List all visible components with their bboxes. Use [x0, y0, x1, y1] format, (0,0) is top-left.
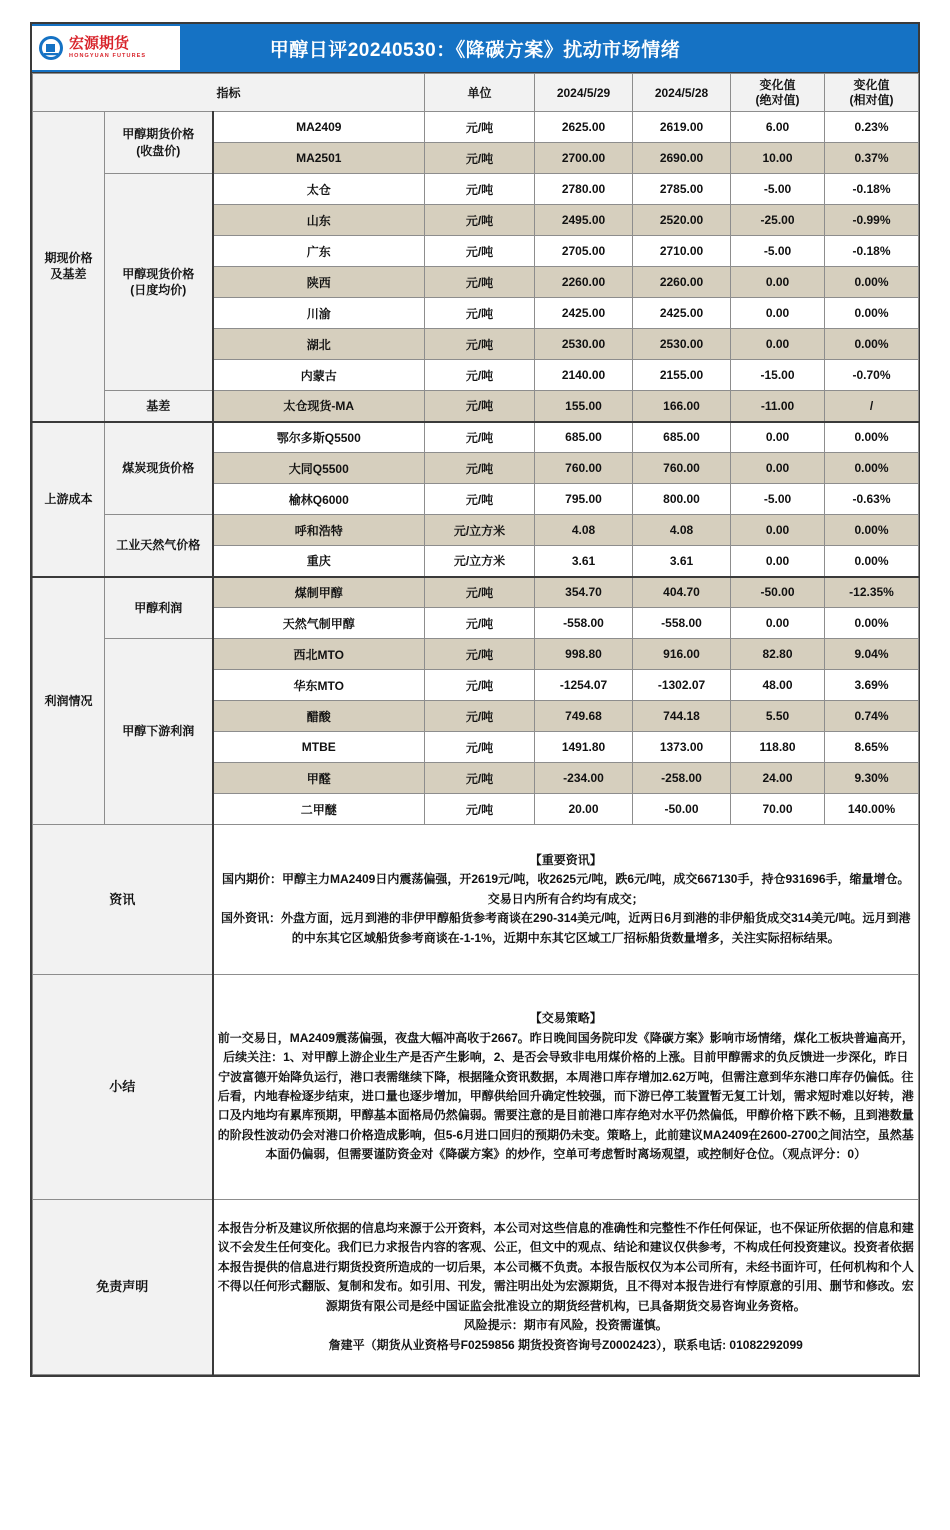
row-value-current: 155.00: [535, 391, 633, 422]
row-unit: 元/吨: [425, 670, 535, 701]
row-value-current: 2140.00: [535, 360, 633, 391]
report-table: [32, 73, 919, 1375]
row-unit: 元/吨: [425, 391, 535, 422]
row-value-previous: 2155.00: [633, 360, 731, 391]
disclaimer-paragraph: 詹建平（期货从业资格号F0259856 期货投资咨询号Z0002423），联系电话: 01082292099: [328, 1337, 803, 1352]
row-change-relative: 3.69%: [825, 670, 919, 701]
row-value-previous: -1302.07: [633, 670, 731, 701]
row-item-name: 川渝: [213, 298, 425, 329]
row-unit: 元/吨: [425, 236, 535, 267]
row-change-relative: 0.00%: [825, 546, 919, 577]
row-change-absolute: -15.00: [731, 360, 825, 391]
summary-label: 小结: [33, 975, 213, 1200]
col-header-date-current: 2024/5/29: [535, 74, 633, 112]
row-change-absolute: 82.80: [731, 639, 825, 670]
row-change-absolute: 6.00: [731, 112, 825, 143]
row-unit: 元/吨: [425, 267, 535, 298]
row-unit: 元/吨: [425, 422, 535, 453]
row-value-previous: 404.70: [633, 577, 731, 608]
news-row: [33, 825, 919, 975]
row-unit: 元/吨: [425, 763, 535, 794]
row-unit: 元/吨: [425, 701, 535, 732]
company-logo: [32, 26, 180, 70]
table-row: [33, 515, 919, 546]
row-value-previous: 2619.00: [633, 112, 731, 143]
row-item-name: 甲醛: [213, 763, 425, 794]
row-unit: 元/吨: [425, 732, 535, 763]
row-item-name: 煤制甲醇: [213, 577, 425, 608]
news-label: 资讯: [33, 825, 213, 975]
row-change-relative: /: [825, 391, 919, 422]
summary-heading: 【交易策略】: [529, 1011, 602, 1026]
row-value-current: 20.00: [535, 794, 633, 825]
row-change-absolute: 48.00: [731, 670, 825, 701]
row-item-name: 重庆: [213, 546, 425, 577]
row-change-absolute: 0.00: [731, 546, 825, 577]
row-value-current: 2530.00: [535, 329, 633, 360]
row-unit: 元/吨: [425, 205, 535, 236]
row-unit: 元/吨: [425, 329, 535, 360]
row-change-absolute: 0.00: [731, 298, 825, 329]
row-change-absolute: -25.00: [731, 205, 825, 236]
row-value-current: 2425.00: [535, 298, 633, 329]
row-value-current: 4.08: [535, 515, 633, 546]
title-bar: [32, 24, 918, 73]
disclaimer-content: [213, 1200, 919, 1375]
table-row: [33, 391, 919, 422]
table-row: [33, 577, 919, 608]
report-sheet: [30, 22, 920, 1377]
row-item-name: 鄂尔多斯Q5500: [213, 422, 425, 453]
row-item-name: 广东: [213, 236, 425, 267]
row-unit: 元/吨: [425, 453, 535, 484]
row-value-previous: 916.00: [633, 639, 731, 670]
row-value-previous: -558.00: [633, 608, 731, 639]
row-item-name: 太仓: [213, 174, 425, 205]
row-change-absolute: -50.00: [731, 577, 825, 608]
disclaimer-paragraph: 风险提示：期市有风险，投资需谨慎。: [463, 1318, 668, 1333]
row-item-name: 呼和浩特: [213, 515, 425, 546]
subgroup-label: 工业天然气价格: [105, 515, 213, 577]
row-change-relative: 140.00%: [825, 794, 919, 825]
row-change-absolute: 0.00: [731, 267, 825, 298]
disclaimer-paragraph: 本报告分析及建议所依据的信息均来源于公开资料，本公司对这些信息的准确性和完整性不作任何保证，也不保证所依据的信息和建议不会发生任何变化。我们已力求报告内容的客观、公正，但文中的观点、结论和建议仅供参考，不构成任何投资建议。投资者依据本报告提供的信息进行期货投资所造成的一切后果，本公司概不负责。本报告版权仅为本公司所有，未经书面许可，任何机构和个人不得以任何形式翻版、复制和发布。如引用、刊发，需注明出处为宏源期货，且不得对本报告进行有悖原意的引用、删节和修改。宏源期货有限公司是经中国证监会批准设立的期货经营机构，已具备期货交易咨询业务资格。: [217, 1220, 914, 1313]
subgroup-label: 基差: [105, 391, 213, 422]
row-change-absolute: 10.00: [731, 143, 825, 174]
row-value-previous: 2520.00: [633, 205, 731, 236]
row-value-previous: 166.00: [633, 391, 731, 422]
row-change-relative: 0.74%: [825, 701, 919, 732]
row-change-absolute: 0.00: [731, 422, 825, 453]
row-value-current: 2625.00: [535, 112, 633, 143]
row-unit: 元/立方米: [425, 546, 535, 577]
row-change-relative: -0.63%: [825, 484, 919, 515]
row-change-absolute: -5.00: [731, 174, 825, 205]
row-change-absolute: 0.00: [731, 453, 825, 484]
row-value-previous: 1373.00: [633, 732, 731, 763]
col-header-change-rel: 变化值 (相对值): [825, 74, 919, 112]
col-header-date-previous: 2024/5/28: [633, 74, 731, 112]
row-value-previous: 760.00: [633, 453, 731, 484]
row-value-current: 2780.00: [535, 174, 633, 205]
row-change-relative: 0.23%: [825, 112, 919, 143]
news-heading: 【重要资讯】: [529, 852, 602, 867]
disclaimer-row: [33, 1200, 919, 1375]
subgroup-label: 甲醇期货价格 (收盘价): [105, 112, 213, 174]
row-change-relative: 0.00%: [825, 329, 919, 360]
row-change-absolute: -11.00: [731, 391, 825, 422]
row-change-relative: 0.00%: [825, 608, 919, 639]
row-value-previous: 2785.00: [633, 174, 731, 205]
row-value-current: 2260.00: [535, 267, 633, 298]
row-change-relative: 8.65%: [825, 732, 919, 763]
col-header-indicator: 指标: [33, 74, 425, 112]
row-value-previous: 3.61: [633, 546, 731, 577]
row-unit: 元/吨: [425, 639, 535, 670]
row-unit: 元/吨: [425, 484, 535, 515]
table-row: [33, 112, 919, 143]
row-change-relative: -0.70%: [825, 360, 919, 391]
col-header-change-abs: 变化值 (绝对值): [731, 74, 825, 112]
logo-name-cn: 宏源期货: [69, 35, 130, 53]
row-value-previous: 744.18: [633, 701, 731, 732]
row-change-absolute: -5.00: [731, 484, 825, 515]
row-unit: 元/吨: [425, 174, 535, 205]
row-value-current: 749.68: [535, 701, 633, 732]
row-item-name: MA2409: [213, 112, 425, 143]
row-value-current: -1254.07: [535, 670, 633, 701]
row-value-previous: 2690.00: [633, 143, 731, 174]
row-value-current: 685.00: [535, 422, 633, 453]
row-unit: 元/吨: [425, 143, 535, 174]
row-change-relative: -0.99%: [825, 205, 919, 236]
row-change-relative: 0.37%: [825, 143, 919, 174]
row-value-previous: 2710.00: [633, 236, 731, 267]
table-row: [33, 174, 919, 205]
row-value-previous: -50.00: [633, 794, 731, 825]
row-value-current: -558.00: [535, 608, 633, 639]
row-item-name: 太仓现货-MA: [213, 391, 425, 422]
row-item-name: 西北MTO: [213, 639, 425, 670]
row-value-previous: 2425.00: [633, 298, 731, 329]
table-row: [33, 639, 919, 670]
row-value-current: 2495.00: [535, 205, 633, 236]
summary-paragraph: 前一交易日，MA2409震荡偏强，夜盘大幅冲高收于2667。昨日晚间国务院印发《降碳方案》影响市场情绪，煤化工板块普遍高开，后续关注：1、对甲醇上游企业生产是否产生影响，2、是否会导致非电用煤价格的上涨。目前甲醇需求的负反馈进一步深化，昨日宁波富德开始降负运行，港口表需继续下降，根据隆众资讯数据，本周港口库存增加2.62万吨，但需注意到华东港口库存仍偏低。往后看，内地春检逐步结束，进口量也逐步增加，甲醇供给回升确定性较强，而下游已停工装置暂无复工计划，需求短时难以好转，港口及内地均有累库预期，甲醇基本面格局仍然偏弱。需要注意的是目前港口库存绝对水平仍然偏低，甲醇价格下跌不畅，且到港数量的阶段性波动仍会对港口价格造成影响，但5-6月进口回归的预期仍未变。策略上，此前建议MA2409在2600-2700之间沽空，虽然基本面仍偏弱，但需要谨防资金对《降碳方案》的炒作，空单可考虑暂时离场观望，或控制好仓位。（观点评分：0）: [217, 1030, 914, 1162]
row-change-relative: 0.00%: [825, 453, 919, 484]
row-item-name: 内蒙古: [213, 360, 425, 391]
row-change-relative: 0.00%: [825, 267, 919, 298]
row-change-absolute: 0.00: [731, 329, 825, 360]
row-value-previous: 685.00: [633, 422, 731, 453]
row-value-previous: 4.08: [633, 515, 731, 546]
row-change-relative: -0.18%: [825, 236, 919, 267]
summary-row: [33, 975, 919, 1200]
row-change-relative: 0.00%: [825, 515, 919, 546]
row-unit: 元/吨: [425, 360, 535, 391]
row-value-current: 998.80: [535, 639, 633, 670]
row-change-relative: 0.00%: [825, 422, 919, 453]
row-change-absolute: 0.00: [731, 515, 825, 546]
row-unit: 元/立方米: [425, 515, 535, 546]
row-value-previous: 800.00: [633, 484, 731, 515]
row-value-current: 795.00: [535, 484, 633, 515]
row-unit: 元/吨: [425, 298, 535, 329]
col-header-unit: 单位: [425, 74, 535, 112]
disclaimer-label: 免责声明: [33, 1200, 213, 1375]
row-value-previous: -258.00: [633, 763, 731, 794]
row-value-current: 2700.00: [535, 143, 633, 174]
row-value-current: 3.61: [535, 546, 633, 577]
row-item-name: 华东MTO: [213, 670, 425, 701]
row-change-absolute: 0.00: [731, 608, 825, 639]
subgroup-label: 甲醇利润: [105, 577, 213, 639]
row-unit: 元/吨: [425, 794, 535, 825]
row-value-current: 354.70: [535, 577, 633, 608]
row-value-previous: 2530.00: [633, 329, 731, 360]
section-label: 利润情况: [33, 577, 105, 825]
row-item-name: MTBE: [213, 732, 425, 763]
logo-name-en: HONGYUAN FUTURES: [69, 53, 147, 60]
row-change-absolute: 70.00: [731, 794, 825, 825]
row-change-relative: 9.04%: [825, 639, 919, 670]
row-change-relative: -12.35%: [825, 577, 919, 608]
row-change-absolute: 118.80: [731, 732, 825, 763]
row-item-name: 榆林Q6000: [213, 484, 425, 515]
row-item-name: 醋酸: [213, 701, 425, 732]
section-label: 上游成本: [33, 422, 105, 577]
table-row: [33, 422, 919, 453]
row-unit: 元/吨: [425, 608, 535, 639]
row-item-name: 大同Q5500: [213, 453, 425, 484]
subgroup-label: 甲醇现货价格 (日度均价): [105, 174, 213, 391]
row-value-current: 760.00: [535, 453, 633, 484]
row-unit: 元/吨: [425, 577, 535, 608]
summary-content: [213, 975, 919, 1200]
row-item-name: 陕西: [213, 267, 425, 298]
row-change-absolute: -5.00: [731, 236, 825, 267]
news-paragraph: 国内期价：甲醇主力MA2409日内震荡偏强，开2619元/吨，收2625元/吨，跌6元/吨，成交667130手，持仓931696手，缩量增仓。交易日内所有合约均有成交；: [222, 872, 910, 906]
section-label: 期现价格 及基差: [33, 112, 105, 422]
news-content: [213, 825, 919, 975]
table-header-row: [33, 74, 919, 112]
row-item-name: 山东: [213, 205, 425, 236]
row-change-relative: 9.30%: [825, 763, 919, 794]
subgroup-label: 甲醇下游利润: [105, 639, 213, 825]
row-unit: 元/吨: [425, 112, 535, 143]
row-value-previous: 2260.00: [633, 267, 731, 298]
row-value-current: 1491.80: [535, 732, 633, 763]
logo-circle-icon: [38, 35, 64, 61]
row-item-name: 湖北: [213, 329, 425, 360]
row-item-name: 天然气制甲醇: [213, 608, 425, 639]
row-item-name: 二甲醚: [213, 794, 425, 825]
row-change-absolute: 5.50: [731, 701, 825, 732]
row-change-relative: 0.00%: [825, 298, 919, 329]
row-item-name: MA2501: [213, 143, 425, 174]
row-value-current: 2705.00: [535, 236, 633, 267]
row-value-current: -234.00: [535, 763, 633, 794]
report-title: 甲醇日评20240530：《降碳方案》扰动市场情绪: [269, 39, 681, 61]
subgroup-label: 煤炭现货价格: [105, 422, 213, 515]
row-change-absolute: 24.00: [731, 763, 825, 794]
news-paragraph: 国外资讯：外盘方面，远月到港的非伊甲醇船货参考商谈在290-314美元/吨，近两日6月到港的非伊船货成交314美元/吨。远月到港的中东其它区域船货参考商谈在-1-1%，近期中东其它区域工厂招标船货数量增多，关注实际招标结果。: [221, 911, 911, 945]
row-change-relative: -0.18%: [825, 174, 919, 205]
